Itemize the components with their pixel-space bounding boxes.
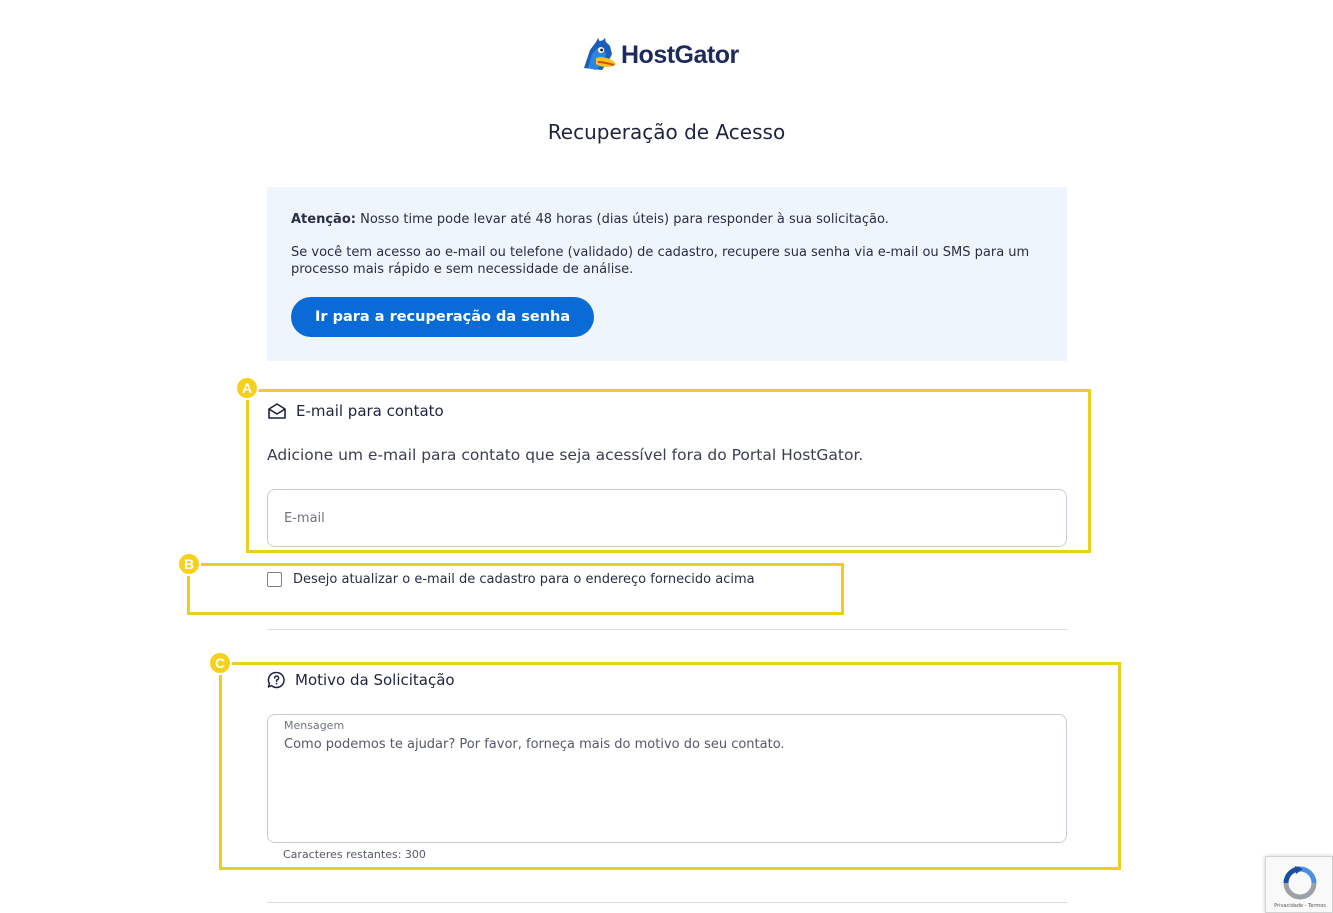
message-label: Mensagem — [284, 719, 345, 732]
email-section-title: E-mail para contato — [296, 402, 444, 420]
contact-email-input[interactable] — [267, 489, 1067, 547]
password-recovery-button[interactable]: Ir para a recuperação da senha — [291, 297, 594, 337]
attention-label: Atenção: — [291, 212, 356, 227]
email-section-description: Adicione um e-mail para contato que seja acessível fora do Portal HostGator. — [267, 446, 864, 464]
brand-name: HostGator — [621, 40, 739, 69]
recaptcha-badge[interactable] — [1265, 856, 1333, 913]
annotation-badge-a: A — [235, 376, 259, 400]
recaptcha-links[interactable]: Privacidade - Termos — [1274, 903, 1326, 909]
attention-text: Nosso time pode levar até 48 horas (dias úteis) para responder à sua solicitação. — [355, 212, 889, 227]
annotation-box-b — [187, 563, 844, 615]
page-title: Recuperação de Acesso — [547, 120, 786, 144]
envelope-open-icon — [267, 402, 287, 420]
update-email-checkbox-label: Desejo atualizar o e-mail de cadastro para o endereço fornecido acima — [293, 572, 755, 587]
update-email-checkbox[interactable] — [267, 572, 282, 587]
hostgator-logo[interactable] — [582, 38, 739, 72]
section-divider — [267, 629, 1068, 630]
notice-panel — [267, 187, 1067, 361]
message-textarea[interactable] — [267, 714, 1067, 843]
update-email-option[interactable] — [267, 572, 755, 587]
annotation-badge-c: C — [208, 651, 232, 675]
bottom-divider — [267, 902, 1068, 903]
email-section-header — [267, 402, 444, 420]
chars-remaining-counter: Caracteres restantes: 300 — [283, 848, 426, 861]
message-placeholder: Como podemos te ajudar? Por favor, forneça mais do motivo do seu contato. — [284, 737, 785, 752]
reason-section-header — [267, 671, 455, 689]
info-paragraph: Se você tem acesso ao e-mail ou telefone (validado) de cadastro, recupere sua senha via e-mail ou SMS para um processo mais rápido e sem necessidade de análise. — [291, 245, 1030, 277]
attention-paragraph — [291, 211, 1043, 228]
reason-section-title: Motivo da Solicitação — [295, 671, 455, 689]
gator-mascot-icon — [582, 38, 618, 72]
recaptcha-icon — [1281, 865, 1319, 901]
question-bubble-icon — [267, 671, 286, 689]
annotation-badge-b: B — [177, 552, 201, 576]
